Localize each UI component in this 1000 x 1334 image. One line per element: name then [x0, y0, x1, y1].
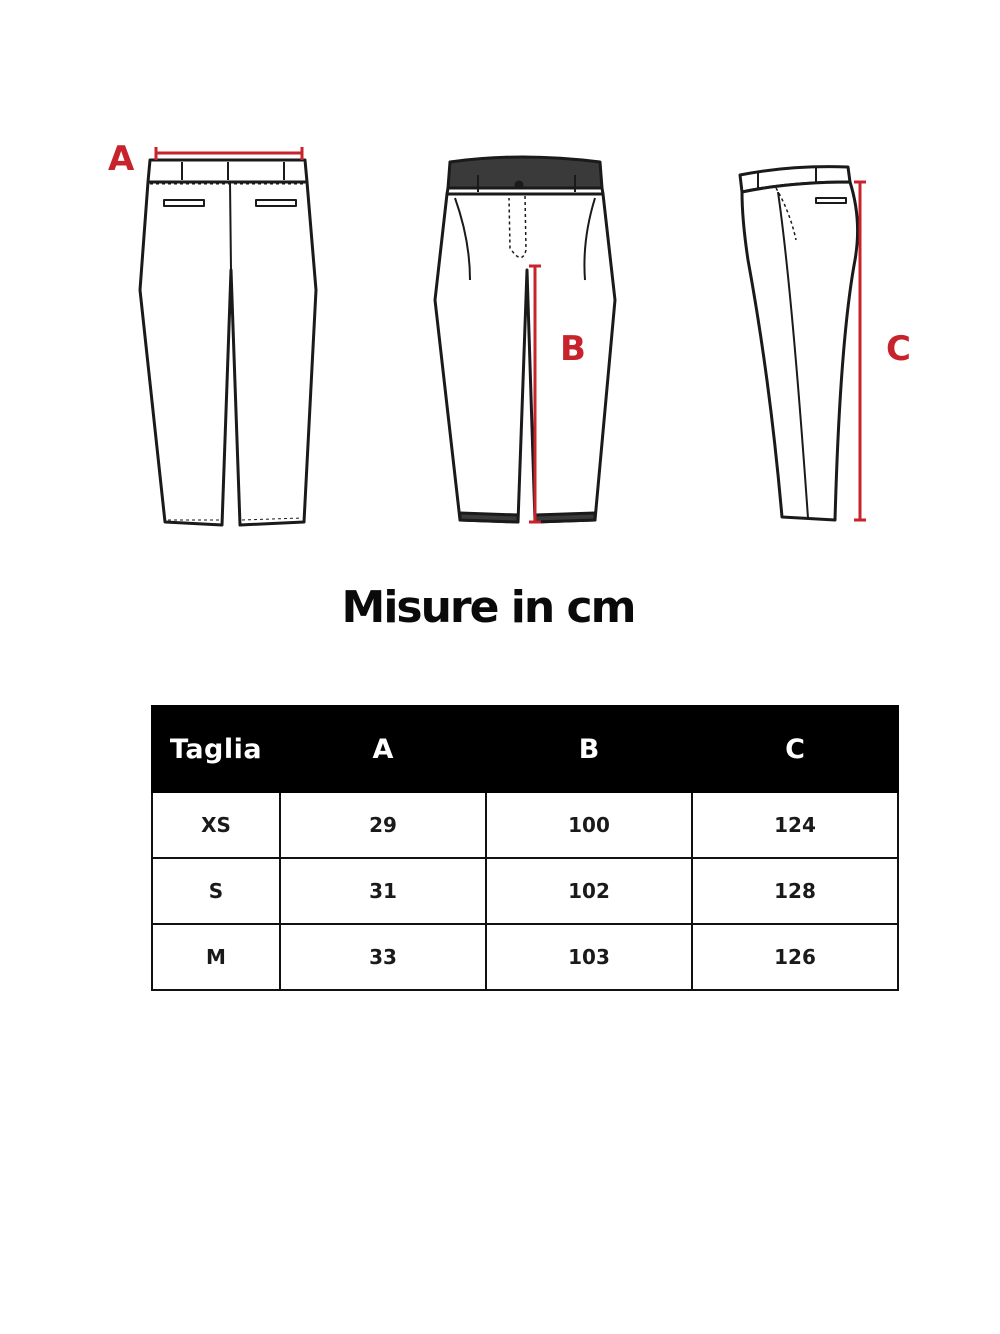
cell-b: 100 [486, 792, 692, 858]
pants-illustration [0, 120, 1000, 560]
table-row [152, 924, 898, 990]
header-size: Taglia [152, 706, 280, 792]
pants-front-view [435, 157, 615, 522]
page-title: Misure in cm [341, 582, 635, 633]
cell-c: 126 [692, 924, 898, 990]
measurement-diagram [0, 120, 1000, 560]
label-b: B [560, 329, 586, 369]
header-b: B [486, 706, 692, 792]
cell-b: 102 [486, 858, 692, 924]
cell-c: 128 [692, 858, 898, 924]
label-c: C [886, 329, 911, 369]
cell-a: 29 [280, 792, 486, 858]
size-chart-table [151, 705, 899, 991]
cell-a: 31 [280, 858, 486, 924]
header-c: C [692, 706, 898, 792]
table-row [152, 858, 898, 924]
cell-c: 124 [692, 792, 898, 858]
measurement-a-arrow [156, 147, 302, 160]
cell-b: 103 [486, 924, 692, 990]
cell-size: XS [152, 792, 280, 858]
table-header-row [152, 706, 898, 792]
pants-side-view [740, 166, 858, 520]
cell-size: S [152, 858, 280, 924]
cell-a: 33 [280, 924, 486, 990]
table-row [152, 792, 898, 858]
label-a: A [108, 139, 135, 179]
pants-back-view [140, 160, 316, 525]
header-a: A [280, 706, 486, 792]
cell-size: M [152, 924, 280, 990]
